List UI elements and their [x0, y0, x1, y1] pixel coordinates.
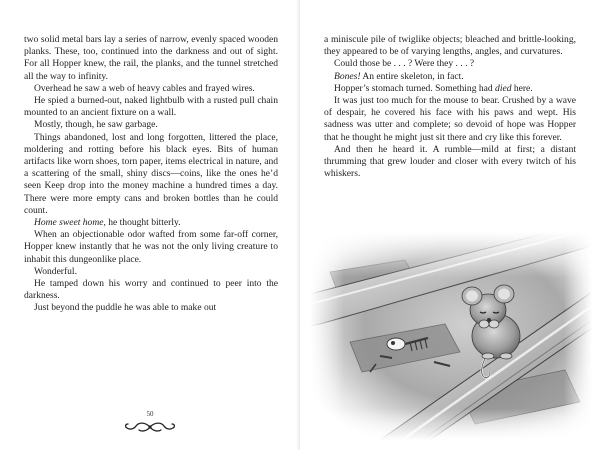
right-page-text — [324, 34, 576, 180]
italic-phrase: Home sweet home, — [34, 217, 106, 229]
paragraph: When an objectionable odor wafted from some far-off corner, Hopper knew instantly that he was not the only living creature to inhabit this dungeonlike place. — [24, 229, 278, 265]
paragraph: It was just too much for the mouse to bear. Crushed by a wave of despair, he covered his face with his paws and wept. His sadness was utter and complete; so devoid of hope was Hopper that he thought he might just sit there and cry like this forever. — [324, 95, 576, 143]
paragraph: a miniscule pile of twiglike objects; bleached and brittle-looking, they appeared to be of varying lengths, angles, and curvatures. — [324, 34, 576, 58]
paragraph: Wonderful. — [34, 265, 77, 277]
flourish-ornament-icon — [121, 421, 179, 433]
right-page — [300, 0, 600, 450]
paragraph: He spied a burned-out, naked lightbulb with a rusted pull chain mounted to an ancient fixture on a wall. — [24, 95, 278, 119]
italic-word: died — [495, 82, 512, 94]
left-page-text — [24, 34, 278, 315]
paragraph-rest: he thought bitterly. — [105, 217, 181, 229]
italic-phrase: Bones! — [334, 70, 361, 82]
paragraph-italic-thought — [24, 217, 278, 229]
paragraph: He tamped down his worry and continued to peer into the darkness. — [24, 278, 278, 302]
paragraph: Overhead he saw a web of heavy cables and frayed wires. — [34, 82, 255, 94]
paragraph-end: here. — [511, 82, 533, 94]
mouse-illustration — [310, 232, 592, 440]
paragraph: Could those be . . . ? Were they . . . ? — [334, 58, 475, 70]
paragraph: Mostly, though, he saw garbage. — [34, 119, 158, 131]
paragraph: Just beyond the puddle he was able to make out — [34, 302, 217, 314]
paragraph-rest: An entire skeleton, in fact. — [360, 70, 464, 82]
paragraph-start: Hopper’s stomach turned. Something had — [334, 82, 496, 94]
paragraph-stomach — [324, 83, 576, 95]
paragraph: two solid metal bars lay a series of narrow, evenly spaced wooden planks. These, too, continued into the darkness and out of sight. For all Hopper knew, the rail, the planks, and the tunnel stretched all the way to infinity. — [24, 34, 278, 82]
page-number: 50 — [146, 410, 154, 418]
paragraph-bones — [324, 71, 576, 83]
paragraph: And then he heard it. A rumble—mild at first; a distant thrumming that grew louder and closer with every twitch of his whiskers. — [324, 143, 576, 180]
paragraph: Things abandoned, lost and long forgotten, littered the place, moldering and rotting before his black eyes. Bits of human artifacts like worn shoes, torn paper, items electrical in nature, and a scattering of the small, shiny discs—coins, like the ones he’d seen Keep drop into the money machine a hundred times a day. There were more empty cans and broken bottles than he could count. — [24, 131, 278, 216]
